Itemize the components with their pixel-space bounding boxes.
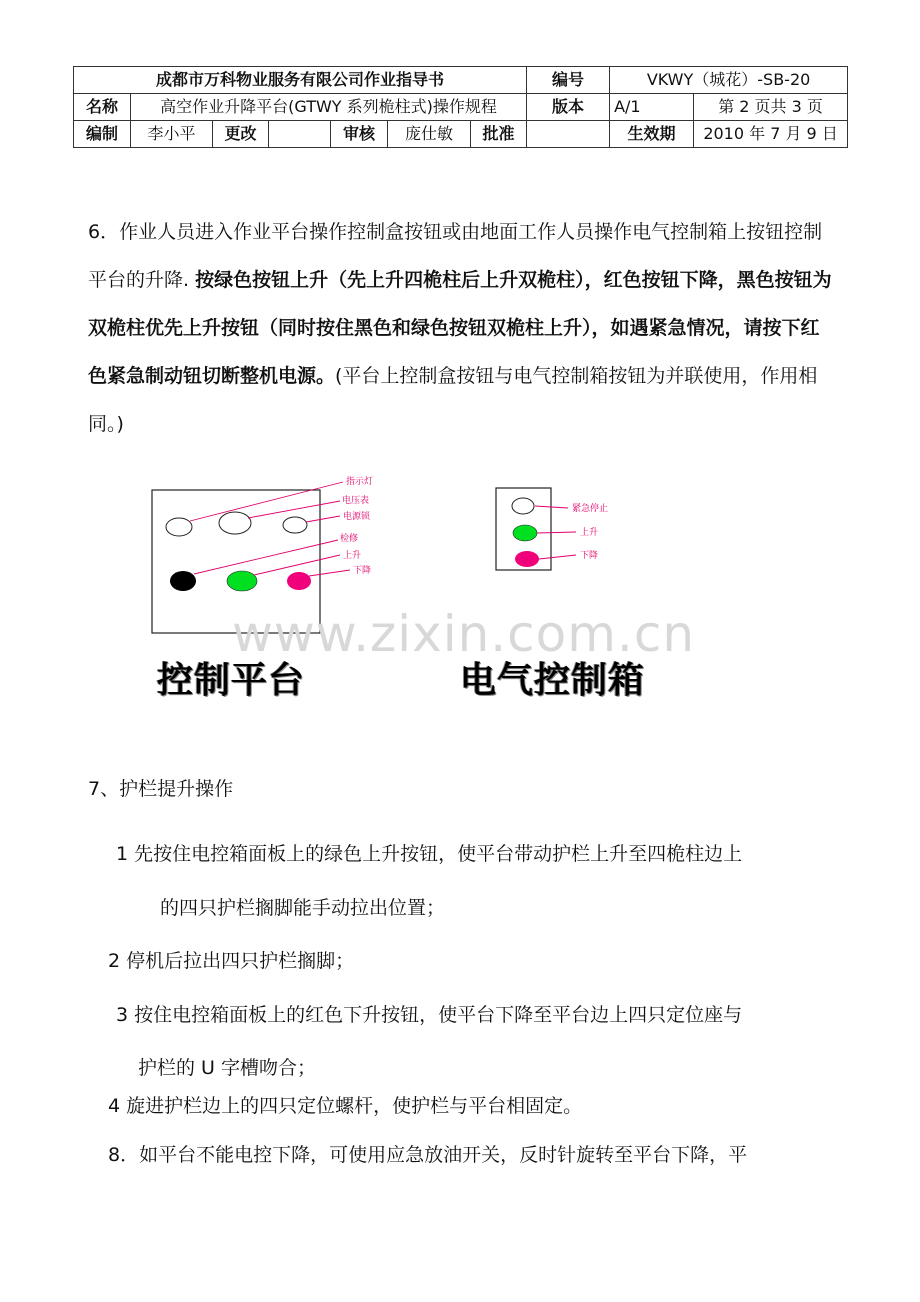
effective-value: 2010 年 7 月 9 日 [694, 121, 848, 148]
label-power-lock: 电源锁 [343, 512, 371, 522]
section8-text: 8．如平台不能电控下降，可使用应急放油开关，反时针旋转至平台下降，平 [108, 1144, 748, 1166]
change-value [269, 121, 331, 148]
change-label: 更改 [213, 121, 269, 148]
effective-label: 生效期 [610, 121, 694, 148]
version-label: 版本 [527, 94, 610, 121]
label-up: 上升 [343, 551, 362, 561]
section6-tail: (平台上控制盒按钮与电气控制箱按钮为并联使用，作用相同。) [88, 365, 818, 435]
version-value: A/1 [610, 94, 694, 121]
section7-step3-a: 3 按住电控箱面板上的红色下升按钮，使平台下降至平台边上四只定位座与 [116, 1004, 743, 1026]
label-box-up: 上升 [580, 528, 599, 538]
editor-label: 编制 [74, 121, 131, 148]
emergency-stop-button [512, 498, 534, 514]
pink-down-button [287, 572, 311, 590]
label-emergency-stop: 紧急停止 [572, 504, 609, 514]
black-button [170, 571, 196, 591]
header-table [73, 66, 848, 148]
power-lock [283, 517, 307, 533]
section7-step2: 2 停机后拉出四只护栏搁脚； [108, 950, 355, 972]
box-green-button [513, 525, 537, 541]
section6-lead: 6．作业人员进入作业平台操作控制盒按钮或由地面工作人员操作电气控制箱上按钮控制平台的升降. [88, 221, 823, 291]
section6-paragraph [88, 208, 838, 448]
section7-step3-b: 护栏的 U 字槽吻合； [138, 1057, 316, 1079]
page-info: 第 2 页共 3 页 [694, 94, 848, 121]
approve-label: 批准 [471, 121, 527, 148]
review-label: 审核 [331, 121, 388, 148]
watermark: www.zixin.com.cn [232, 605, 696, 663]
name-label: 名称 [74, 94, 131, 121]
box-pink-button [515, 551, 539, 567]
green-up-button [227, 571, 257, 591]
name-value: 高空作业升降平台(GTWY 系列桅柱式)操作规程 [131, 94, 527, 121]
editor-value: 李小平 [131, 121, 213, 148]
section7-step1-a: 1 先按住电控箱面板上的绿色上升按钮，使平台带动护栏上升至四桅柱边上 [116, 843, 743, 865]
approve-value [527, 121, 610, 148]
label-box-down: 下降 [580, 551, 599, 561]
label-service: 检修 [340, 534, 359, 544]
indicator-light [166, 518, 192, 536]
section7-step4: 4 旋进护栏边上的四只定位螺杆，使护栏与平台相固定。 [108, 1095, 583, 1117]
caption-control-platform: 控制平台 [157, 660, 306, 701]
section6-bold: 按绿色按钮上升（先上升四桅柱后上升双桅柱），红色按钮下降，黑色按钮为双桅柱优先上升按钮（同时按住黑色和绿色按钮双桅柱上升），如遇紧急情况，请按下红色紧急制动钮切断整机电源。 [88, 269, 832, 387]
label-down: 下降 [353, 566, 372, 576]
section7-title: 7、护栏提升操作 [88, 778, 234, 800]
company-title: 成都市万科物业服务有限公司作业指导书 [74, 67, 527, 94]
review-value: 庞仕敏 [388, 121, 471, 148]
code-value: VKWY（城花）-SB-20 [610, 67, 848, 94]
voltmeter [219, 512, 251, 534]
code-label: 编号 [527, 67, 610, 94]
label-voltmeter: 电压表 [342, 496, 370, 506]
section7-step1-b: 的四只护栏搁脚能手动拉出位置； [160, 897, 446, 919]
caption-electric-box: 电气控制箱 [460, 660, 646, 701]
label-indicator: 指示灯 [346, 477, 374, 487]
